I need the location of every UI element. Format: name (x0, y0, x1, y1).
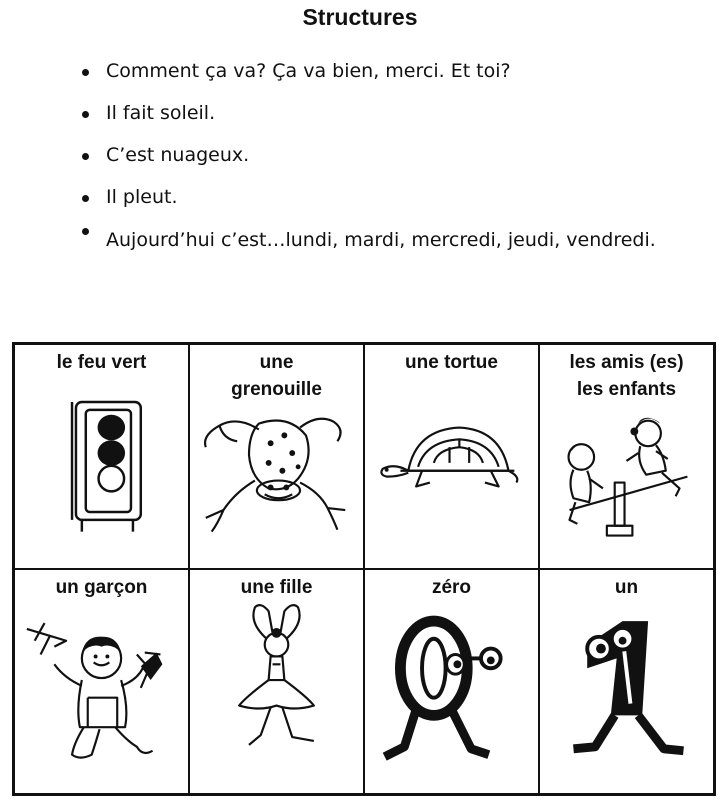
vocab-label: un (614, 577, 639, 598)
vocab-label: zéro (431, 577, 472, 598)
list-item: Aujourd’hui c’est…lundi, mardi, mercredi, jeudi, vendredi. (74, 219, 694, 261)
vocab-cell-tortue (364, 344, 539, 569)
vocab-cell-feu-vert (14, 344, 189, 569)
traffic-light-icon (15, 345, 188, 568)
page-title: Structures (302, 4, 418, 30)
vocabulary-grid (12, 342, 716, 796)
vocab-cell-garcon (14, 569, 189, 794)
list-item: Il pleut. (74, 186, 694, 209)
list-item: Comment ça va? Ça va bien, merci. Et toi? (74, 60, 694, 83)
vocab-label: une grenouille (231, 352, 322, 400)
list-item: C’est nuageux. (74, 144, 694, 167)
vocab-label: les amis (es) les enfants (569, 352, 684, 400)
frog-icon (190, 345, 363, 568)
structures-list (74, 60, 694, 280)
boy-icon (15, 570, 188, 793)
vocab-cell-zero (364, 569, 539, 794)
one-character-icon (540, 570, 713, 793)
vocab-cell-fille (189, 569, 364, 794)
list-item: Il fait soleil. (74, 102, 694, 125)
vocab-label: une fille (240, 577, 313, 598)
vocab-label: le feu vert (56, 352, 147, 373)
vocab-cell-un (539, 569, 714, 794)
vocab-cell-enfants (539, 344, 714, 569)
turtle-icon (365, 345, 538, 568)
ballerina-girl-icon (190, 570, 363, 793)
vocab-label: un garçon (55, 577, 148, 598)
vocab-cell-grenouille (189, 344, 364, 569)
vocab-label: une tortue (405, 352, 498, 373)
children-seesaw-icon (540, 345, 713, 568)
zero-character-icon (365, 570, 538, 793)
